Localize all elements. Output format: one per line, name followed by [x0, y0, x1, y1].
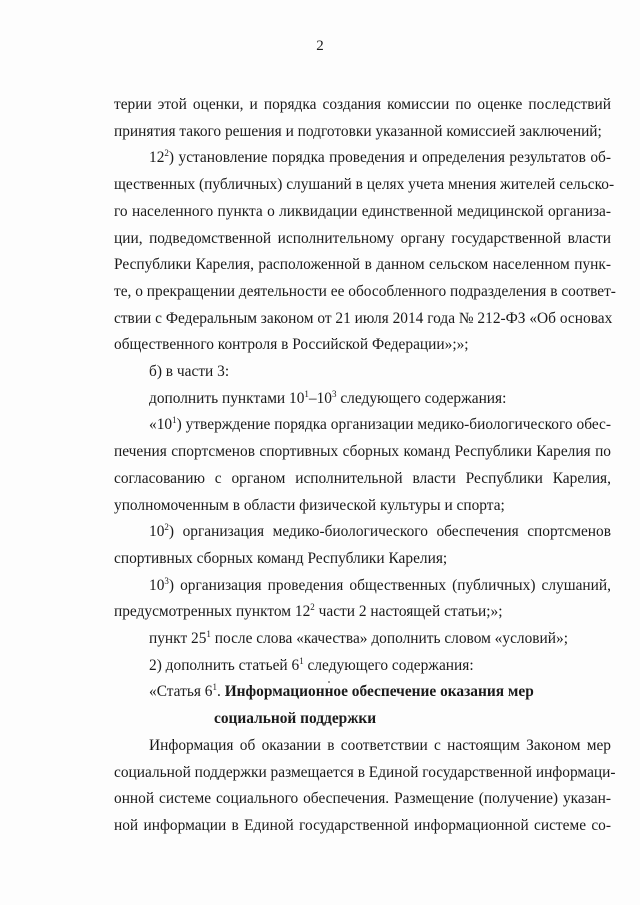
paragraph-add-article — [114, 653, 611, 680]
text-line: го населенного пункта о ликвидации единственной медицинской организа- — [114, 202, 611, 220]
article-heading: «Статья $6^1$. Информационное обеспечение оказания мер социальной поддержки — [114, 679, 611, 732]
text-line: щественных (публичных) слушаний в целях учета мнения жителей сельско- — [114, 176, 615, 194]
text-line: $12^2$) установление порядка проведения и определения результатов об- — [149, 148, 611, 167]
article-title: Информационное обеспечение оказания мер — [224, 683, 534, 701]
text-line: социальной поддержки размещается в Единой государственной информаци- — [114, 763, 616, 781]
paragraph-part-3 — [114, 359, 611, 386]
text-line: ствии с Федеральным законом от 21 июля 2014 года № 212-ФЗ «Об основах — [114, 309, 613, 327]
text-line: спортивных сборных команд Республики Карелия; — [114, 549, 448, 567]
paragraph-item-10-2 — [114, 519, 611, 572]
paragraph-article-body — [114, 733, 616, 840]
text-line: пункт $25^1$ после слова «качества» дополнить словом «условий»; — [149, 629, 568, 648]
text-line: терии этой оценки, и порядка создания комиссии по оценке последствий — [114, 96, 611, 113]
text-line: б) в части 3: — [149, 363, 230, 381]
article-title-line2: социальной поддержки — [214, 710, 377, 728]
text-line: «$10^1$) утверждение порядка организации медико-биологического обес- — [149, 415, 611, 434]
text-line: 2) дополнить статьей $6^1$ следующего содержания: — [149, 655, 474, 674]
document-body — [114, 92, 616, 840]
text-line: Республики Карелия, расположенной в данном сельском населенном пунк- — [114, 256, 611, 274]
text-line: согласованию с органом исполнительной власти Республики Карелия, — [114, 469, 611, 487]
text-line: онной системе социального обеспечения. Размещение (получение) указан- — [114, 790, 611, 808]
text-line: уполномоченным в области физической культуры и спорта; — [114, 496, 505, 514]
paragraph-item-25-1 — [114, 626, 611, 653]
page-number: 2 — [316, 38, 324, 54]
text-line: печения спортсменов спортивных сборных команд Республики Карелия по — [114, 443, 611, 461]
paragraph-item-10-3 — [114, 573, 611, 626]
scan-speck — [328, 681, 330, 683]
paragraph-add-items — [114, 386, 611, 413]
text-line: $10^2$) организация медико-биологического обеспечения спортсменов — [149, 522, 611, 541]
paragraph-item-10-1 — [114, 412, 611, 519]
text-line: те, о прекращении деятельности ее обособленного подразделения в соответ- — [114, 282, 616, 300]
text-line: ции, подведомственной исполнительному органу государственной власти — [114, 229, 611, 247]
text-line: ной информации в Единой государственной информационной системе со- — [114, 816, 611, 834]
text-line: общественного контроля в Российской Федерации»;»; — [114, 336, 469, 354]
text-line: дополнить пунктами $10^1-10^3$ следующего содержания: — [149, 388, 507, 407]
text-line: принятия такого решения и подготовки указанной комиссией заключений; — [114, 122, 602, 140]
paragraph-item-12-2 — [114, 145, 616, 359]
text-line: $10^3$) организация проведения общественных (публичных) слушаний, — [149, 575, 611, 594]
paragraph-continuation — [114, 92, 611, 145]
text-line: Информация об оказании в соответствии с настоящим Законом мер — [149, 736, 611, 754]
text-line: предусмотренных пунктом $12^2$ части 2 настоящей статьи;»; — [114, 602, 503, 621]
